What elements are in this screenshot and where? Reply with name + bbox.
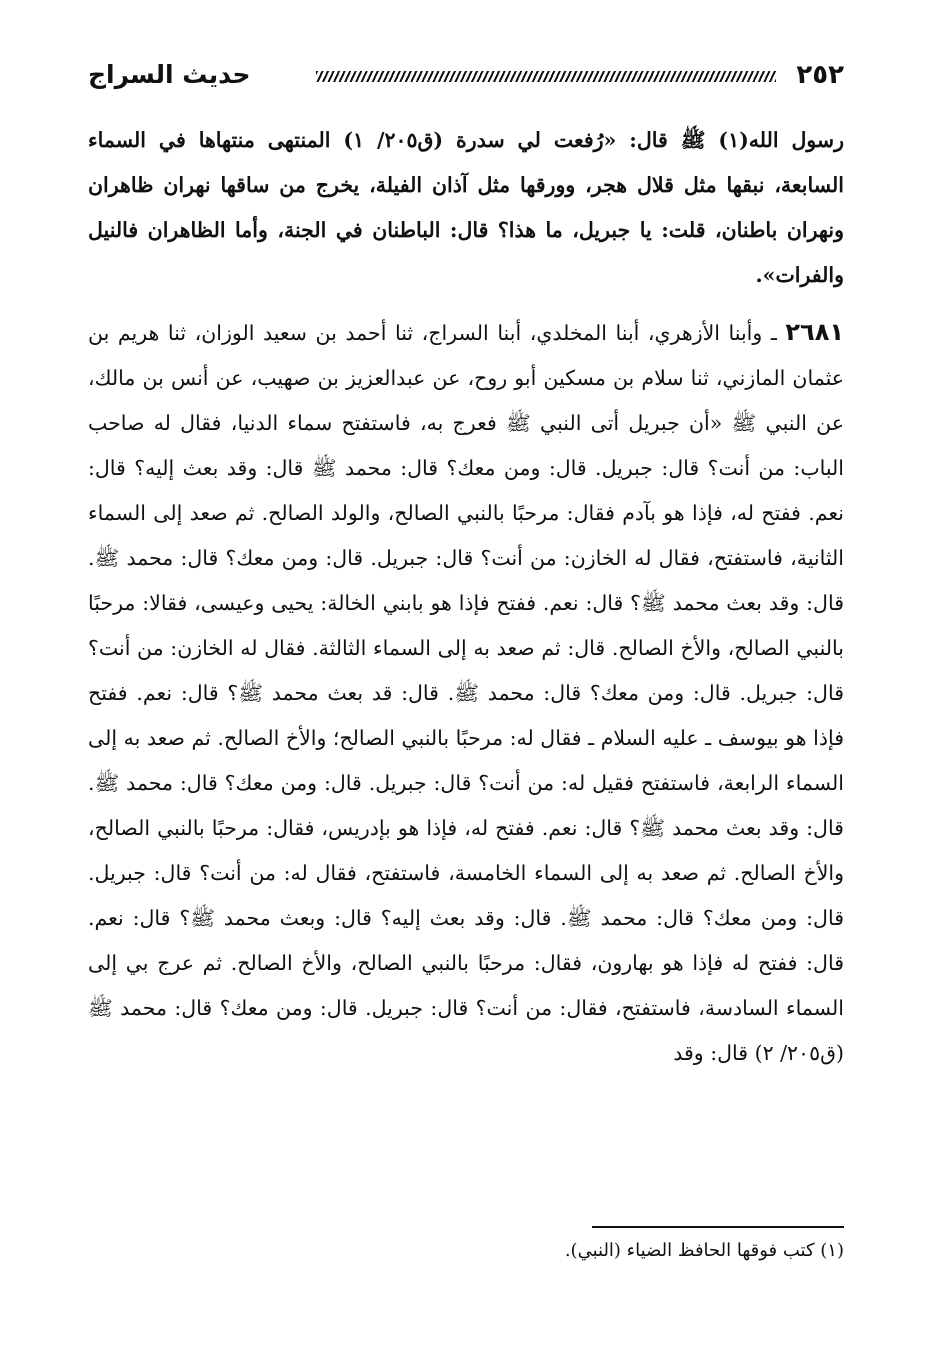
running-title: حديث السراج bbox=[88, 60, 251, 89]
page-number: ٢٥٢ bbox=[796, 60, 844, 90]
hadith-continuation-paragraph: رسول الله(١) ﷺ قال: «رُفعت لي سدرة (ق٢٠٥/ ١) المنتهى منتهاها في السماء السابعة، نبقها مثل قلال هجر، وورقها مثل آذان الفيلة، يخرج من ساقها نهران ظاهران ونهران باطنان، قلت: يا جبريل، ما هذا؟ قال: الباطنان في الجنة، وأما الظاهران فالنيل والفرات». bbox=[88, 128, 845, 287]
hadith-paragraph bbox=[88, 310, 844, 1076]
hadith-text: ـ وأبنا الأزهري، أبنا المخلدي، أبنا السراج، ثنا أحمد بن سعيد الوزان، ثنا هريم بن عثمان المازني، ثنا سلام بن مسكين أبو روح، عن عبدالعزيز بن صهيب، عن أنس بن مالك، عن النبي ﷺ «أن جبريل أتى النبي ﷺ فعرج به، فاستفتح سماء الدنيا، فقال له صاحب الباب: من أنت؟ قال: جبريل. قال: ومن معك؟ قال: محمد ﷺ قال: وقد بعث إليه؟ قال: نعم. ففتح له، فإذا هو بآدم فقال: مرحبًا بالنبي الصالح، والولد الصالح. ثم صعد إلى السماء الثانية، فاستفتح، فقال له الخازن: من أنت؟ قال: جبريل. قال: ومن معك؟ قال: محمد ﷺ. قال: وقد بعث محمد ﷺ؟ قال: نعم. ففتح فإذا هو بابني الخالة: يحيى وعيسى، فقالا: مرحبًا بالنبي الصالح، والأخ الصالح. قال: ثم صعد به إلى السماء الثالثة. فقال له الخازن: من أنت؟ قال: جبريل. قال: ومن معك؟ قال: محمد ﷺ. قال: قد بعث محمد ﷺ؟ قال: نعم. ففتح فإذا هو بيوسف ـ عليه السلام ـ فقال له: مرحبًا بالنبي الصالح؛ والأخ الصالح. ثم صعد به إلى السماء الرابعة، فاستفتح فقيل له: من أنت؟ قال: جبريل. قال: ومن معك؟ قال: محمد ﷺ. قال: وقد بعث محمد ﷺ؟ قال: نعم. ففتح له، فإذا هو بإدريس، فقال: مرحبًا بالنبي الصالح، والأخ الصالح. ثم صعد به إلى السماء الخامسة، فاستفتح، فقال له: من أنت؟ قال: جبريل. قال: ومن معك؟ قال: محمد ﷺ. قال: وقد بعث إليه؟ قال: وبعث محمد ﷺ؟ قال: نعم. قال: ففتح له فإذا هو بهارون، فقال: مرحبًا بالنبي الصالح، والأخ الصالح. ثم عرج بي إلى السماء السادسة، فاستفتح، فقال: من أنت؟ قال: جبريل. قال: ومن معك؟ قال: محمد ﷺ (ق٢٠٥/ ٢) قال: وقد bbox=[88, 321, 844, 1065]
main-text bbox=[88, 118, 844, 1076]
page-header bbox=[88, 58, 844, 98]
footnote: (١) كتب فوقها الحافظ الضياء (النبي). bbox=[564, 1240, 844, 1261]
footnote-separator bbox=[592, 1226, 844, 1228]
hadith-number: ٢٦٨١ bbox=[785, 318, 844, 346]
header-hatched-rule bbox=[316, 71, 776, 82]
paragraph-spacer bbox=[88, 298, 844, 310]
